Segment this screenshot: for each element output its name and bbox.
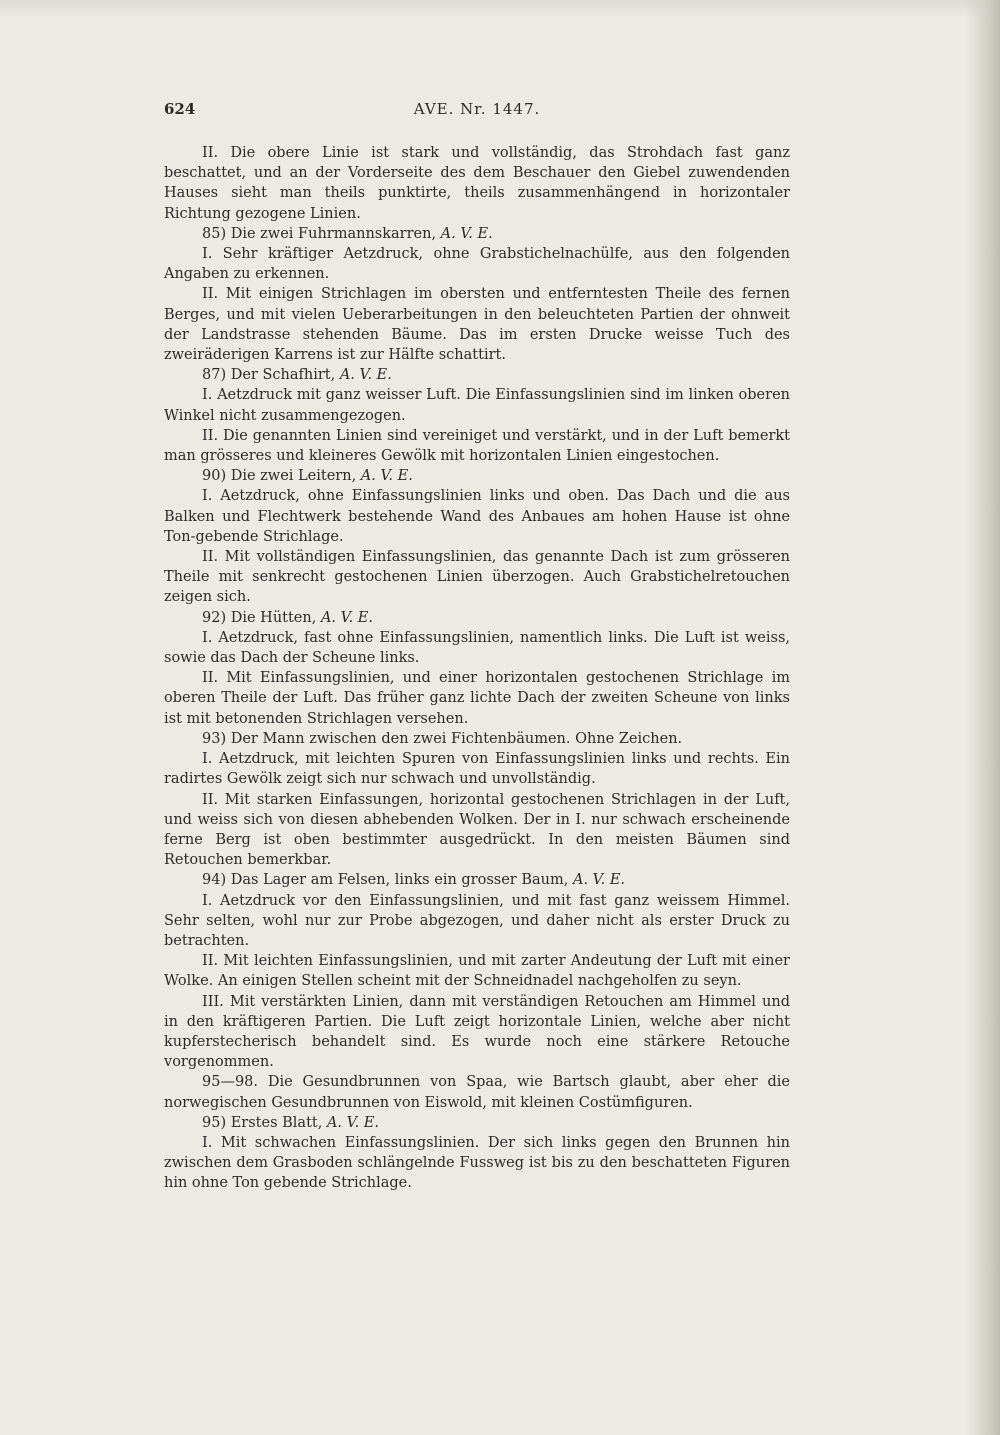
paragraph — [164, 143, 790, 224]
entry-title: 93) Der Mann zwischen den zwei Fichtenbäumen. Ohne Zeichen. — [202, 730, 683, 747]
entry-title: 90) Die zwei Leitern, — [202, 468, 357, 485]
page-header — [164, 100, 790, 124]
paragraph — [164, 628, 790, 668]
paragraph — [164, 790, 790, 871]
entry-heading — [164, 365, 790, 385]
paragraph — [164, 486, 790, 547]
paragraph-text: I. Aetzdruck, mit leichten Spuren von Einfassungslinien links und rechts. Ein radirtes Gewölk zeigt sich nur schwach und unvollständig. — [164, 751, 790, 788]
paragraph — [164, 1072, 790, 1112]
monogram-signature: A. V. E. — [360, 468, 413, 485]
paragraph — [164, 244, 790, 284]
paragraph — [164, 668, 790, 729]
entry-heading — [164, 608, 790, 628]
scan-edge-shadow — [966, 0, 1000, 1435]
entry-heading — [164, 729, 790, 749]
entry-heading — [164, 466, 790, 486]
paragraph-text: II. Die genannten Linien sind vereiniget und verstärkt, und in der Luft bemerkt man grösseres und kleineres Gewölk mit horizontalen Linien eingestochen. — [164, 427, 790, 465]
entry-heading — [164, 870, 790, 890]
paragraph — [164, 1133, 790, 1194]
paragraph-text: I. Aetzdruck, fast ohne Einfassungslinien, namentlich links. Die Luft ist weiss, sowie das Dach der Scheune links. — [164, 629, 790, 667]
paragraph — [164, 385, 790, 425]
paragraph — [164, 749, 790, 789]
monogram-signature: A. V. E. — [440, 225, 493, 242]
paragraph-text: 95—98. Die Gesundbrunnen von Spaa, wie Bartsch glaubt, aber eher die norwegischen Gesundbrunnen von Eiswold, mit kleinen Costümfiguren. — [164, 1074, 790, 1111]
entry-title: 85) Die zwei Fuhrmannskarren, — [202, 225, 437, 242]
paragraph-text: III. Mit verstärkten Linien, dann mit verständigen Retouchen am Himmel und in den kräftigeren Partien. Die Luft zeigt horizontale Linien, welche aber nicht kupferstecherisch behandelt sind. Es wurde noch eine stärkere Retouche vorgenommen. — [164, 993, 790, 1071]
paragraph-text: I. Aetzdruck mit ganz weisser Luft. Die Einfassungslinien sind im linken oberen Winkel nicht zusammengezogen. — [164, 387, 790, 424]
paragraph-text: I. Sehr kräftiger Aetzdruck, ohne Grabstichelnachülfe, aus den folgenden Angaben zu erkennen. — [164, 246, 790, 283]
paragraph-text: II. Mit Einfassungslinien, und einer horizontalen gestochenen Strichlage im oberen Theile der Luft. Das früher ganz lichte Dach der zweiten Scheune von links ist mit betonenden Strichlagen versehen. — [164, 670, 790, 727]
entry-title: 87) Der Schafhirt, — [202, 367, 336, 384]
monogram-signature: A. V. E. — [339, 367, 392, 384]
paragraph — [164, 951, 790, 991]
paragraph-text: I. Aetzdruck, ohne Einfassungslinien links und oben. Das Dach und die aus Balken und Flechtwerk bestehende Wand des Anbaues am hohen Hause ist ohne Ton-gebende Strichlage. — [164, 488, 790, 545]
paragraph — [164, 426, 790, 466]
entry-title: 92) Die Hütten, — [202, 609, 317, 626]
scan-top-shadow — [0, 0, 1000, 18]
entry-heading — [164, 224, 790, 244]
paragraph — [164, 547, 790, 608]
paragraph — [164, 891, 790, 952]
paragraph-text: II. Mit leichten Einfassungslinien, und mit zarter Andeutung der Luft mit einer Wolke. An einigen Stellen scheint mit der Schneidnadel nachgeholfen zu seyn. — [164, 953, 790, 990]
paragraph — [164, 992, 790, 1073]
body-text — [164, 143, 790, 1194]
paragraph-text: II. Mit vollständigen Einfassungslinien, das genannte Dach ist zum grösseren Theile mit senkrecht gestochenen Linien überzogen. Auch Grabstichelretouchen zeigen sich. — [164, 549, 790, 606]
paragraph-text: I. Aetzdruck vor den Einfassungslinien, und mit fast ganz weissem Himmel. Sehr selten, wohl nur zur Probe abgezogen, und daher nicht als erster Druck zu betrachten. — [164, 892, 790, 949]
paragraph-text: I. Mit schwachen Einfassungslinien. Der sich links gegen den Brunnen hin zwischen dem Grasboden schlängelnde Fussweg ist bis zu den beschatteten Figuren hin ohne Ton gebende Strichlage. — [164, 1134, 790, 1192]
page-number: 624 — [164, 100, 196, 118]
paragraph-text: II. Mit einigen Strichlagen im obersten und entferntesten Theile des fernen Berges, und mit vielen Ueberarbeitungen in den beleuchteten Partien der ohnweit der Landstrasse stehenden Bäume. Das im ersten Drucke weisse Tuch des zweiräderigen Karrens ist zur Hälfte schattirt. — [164, 286, 790, 364]
entry-title: 94) Das Lager am Felsen, links ein grosser Baum, — [202, 872, 569, 889]
running-title: AVE. Nr. 1447. — [413, 100, 541, 118]
monogram-signature: A. V. E. — [320, 609, 373, 626]
entry-title: 95) Erstes Blatt, — [202, 1114, 323, 1131]
paragraph-text: II. Mit starken Einfassungen, horizontal gestochenen Strichlagen in der Luft, und weiss sich von diesen abhebenden Wolken. Der in I. nur schwach erscheinende ferne Berg ist oben bestimmter ausgedrückt. In den meisten Bäumen sind Retouchen bemerkbar. — [164, 791, 790, 869]
monogram-signature: A. V. E. — [572, 872, 626, 889]
paragraph-text: II. Die obere Linie ist stark und vollständig, das Strohdach fast ganz beschattet, und an der Vorderseite des dem Beschauer den Giebel zuwendenden Hauses sieht man theils punktirte, theils zusammenhängend in horizontaler Richtung gezogene Linien. — [164, 145, 790, 222]
entry-heading — [164, 1113, 790, 1133]
monogram-signature: A. V. E. — [326, 1114, 379, 1131]
paragraph — [164, 284, 790, 365]
